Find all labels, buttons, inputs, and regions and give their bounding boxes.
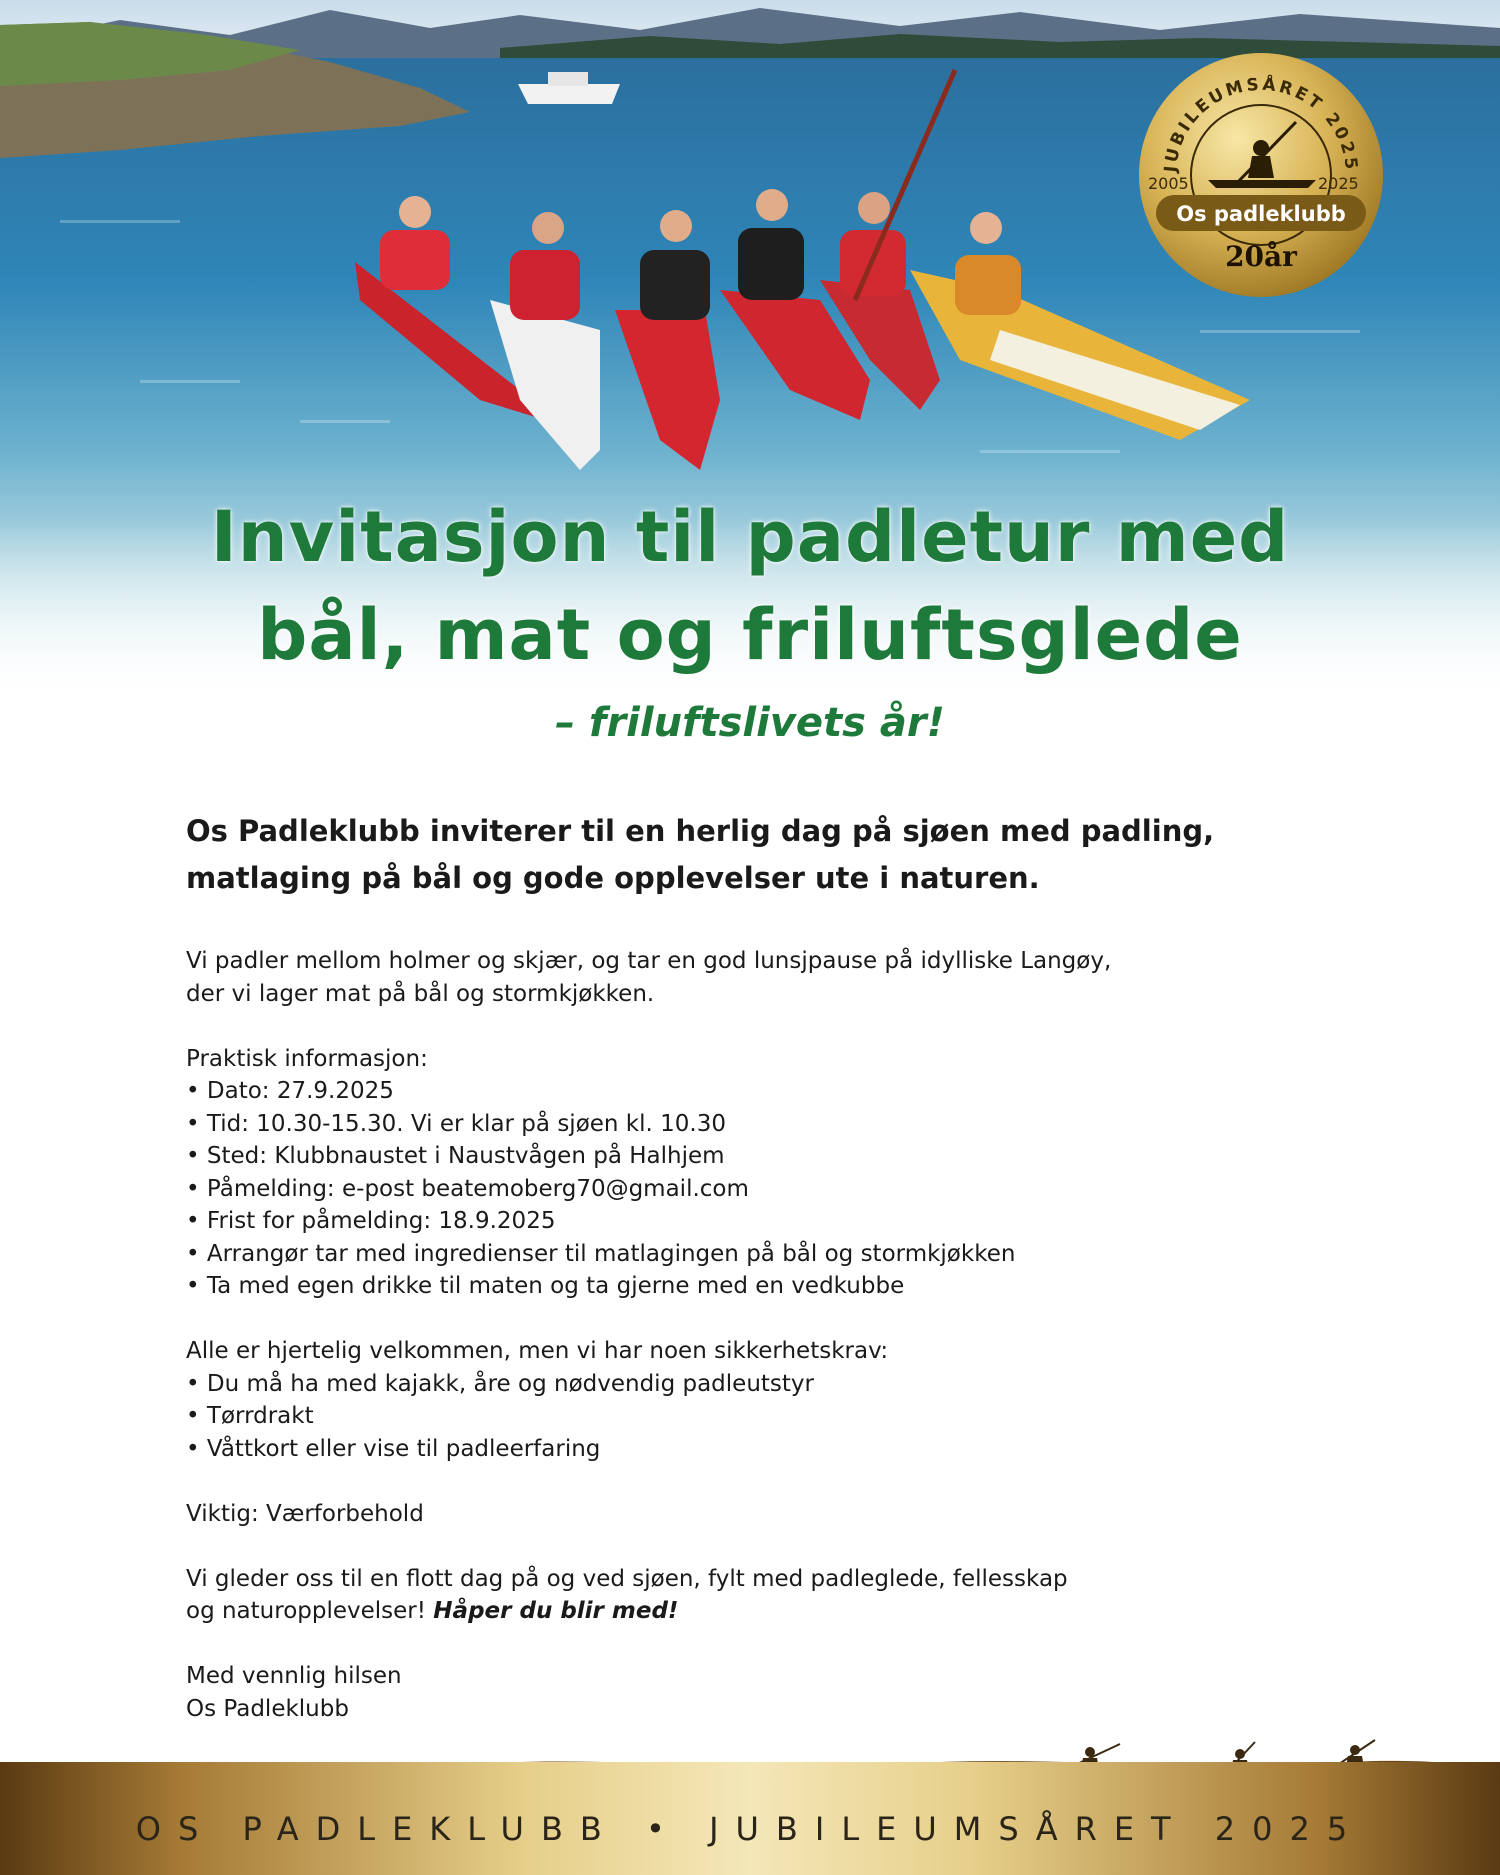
closing-text: og naturopplevelser! bbox=[186, 1598, 434, 1624]
badge-year-end: 2025 bbox=[1318, 174, 1359, 193]
signature-greeting: Med vennlig hilsen bbox=[186, 1663, 402, 1689]
safety-requirements bbox=[186, 1335, 1326, 1465]
intro-line-1: Os Padleklubb inviterer til en herlig dag på sjøen med padling, bbox=[186, 814, 1215, 848]
intro-paragraph bbox=[186, 808, 1306, 902]
practical-heading: Praktisk informasjon: bbox=[186, 1045, 428, 1072]
badge-club-name: Os padleklubb bbox=[1176, 202, 1346, 226]
list-item: • Sted: Klubbnaustet i Naustvågen på Halhjem bbox=[186, 1140, 1326, 1173]
weather-note-text: Viktig: Værforbehold bbox=[186, 1500, 424, 1527]
list-item: • Våttkort eller vise til padleerfaring bbox=[186, 1433, 1326, 1466]
signature-name: Os Padleklubb bbox=[186, 1695, 349, 1722]
jubilee-badge bbox=[1138, 52, 1384, 298]
list-item: • Frist for påmelding: 18.9.2025 bbox=[186, 1205, 1326, 1238]
svg-text:JUBILEUMSÅRET 2025: JUBILEUMSÅRET 2025 bbox=[1160, 74, 1362, 174]
intro-line-2: matlaging på bål og gode opplevelser ute i naturen. bbox=[186, 861, 1040, 895]
footer-text: OS PADLEKLUBB • JUBILEUMSÅRET 2025 bbox=[135, 1810, 1365, 1848]
safety-heading: Alle er hjertelig velkommen, men vi har noen sikkerhetskrav: bbox=[186, 1338, 889, 1364]
title-line-1: Invitasjon til padletur med bbox=[210, 496, 1290, 578]
weather-note bbox=[186, 1498, 1326, 1531]
list-item: • Tid: 10.30-15.30. Vi er klar på sjøen kl. 10.30 bbox=[186, 1108, 1326, 1141]
list-item: • Påmelding: e-post beatemoberg70@gmail.com bbox=[186, 1173, 1326, 1206]
closing-line-1: Vi gleder oss til en flott dag på og ved sjøen, fylt med padleglede, fellesskap bbox=[186, 1565, 1068, 1592]
closing-emphasis: Håper du blir med! bbox=[433, 1598, 679, 1624]
closing-paragraph bbox=[186, 1563, 1326, 1628]
closing-line-2 bbox=[186, 1595, 1326, 1628]
list-item: • Tørrdrakt bbox=[186, 1400, 1326, 1433]
description-line-1: Vi padler mellom holmer og skjær, og tar en god lunsjpause på idylliske Langøy, bbox=[186, 948, 1112, 974]
list-item: • Dato: 27.9.2025 bbox=[186, 1075, 1326, 1108]
practical-info bbox=[186, 1043, 1326, 1303]
list-item: • Arrangør tar med ingredienser til matlagingen på bål og stormkjøkken bbox=[186, 1238, 1326, 1271]
invitation-body bbox=[186, 945, 1326, 1725]
description-line-2: der vi lager mat på bål og stormkjøkken. bbox=[186, 980, 655, 1007]
page-subtitle: – friluftslivets år! bbox=[555, 700, 945, 746]
badge-year-start: 2005 bbox=[1148, 174, 1189, 193]
title-line-2: bål, mat og friluftsglede bbox=[257, 594, 1243, 676]
list-item: • Du må ha med kajakk, åre og nødvendig padleutstyr bbox=[186, 1368, 1326, 1401]
description-paragraph bbox=[186, 945, 1326, 1010]
badge-anniversary: 20år bbox=[1225, 240, 1297, 273]
list-item: • Ta med egen drikke til maten og ta gjerne med en vedkubbe bbox=[186, 1270, 1326, 1303]
signature bbox=[186, 1660, 1326, 1725]
page-title bbox=[60, 488, 1440, 684]
